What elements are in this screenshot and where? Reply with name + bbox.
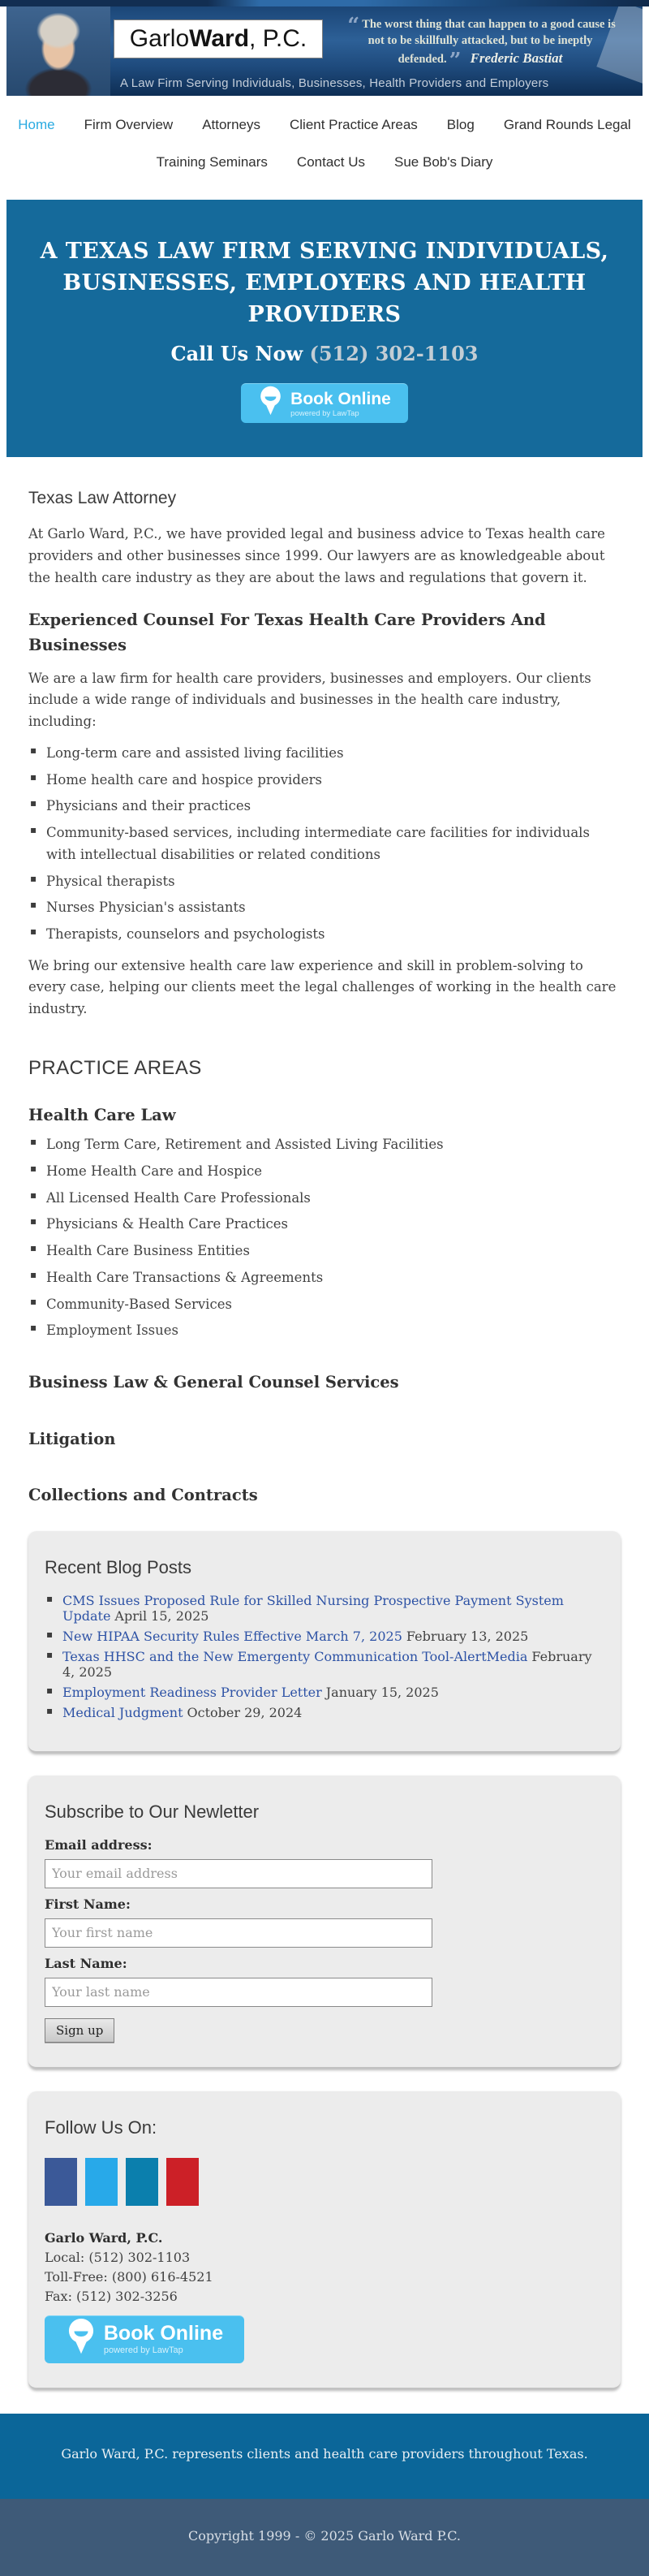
email-label: Email address: bbox=[45, 1836, 153, 1853]
email-field-group bbox=[45, 1837, 604, 1888]
banner-quote bbox=[337, 14, 623, 73]
quote-author: Frederic Bastiat bbox=[470, 50, 563, 66]
book-online-button-footer[interactable] bbox=[45, 2315, 244, 2363]
experience-paragraph: We bring our extensive health care law experience and skill in problem-solving to every case, helping our clients meet the legal challenges of working in the health care industry. bbox=[28, 957, 617, 1017]
litigation-heading: Litigation bbox=[28, 1429, 116, 1448]
book-online-text bbox=[104, 2324, 223, 2355]
close-quote-icon: ” bbox=[449, 49, 462, 73]
first-name-label: First Name: bbox=[45, 1896, 131, 1912]
blog-post-link[interactable]: Texas HHSC and the New Emergenty Communication Tool-AlertMedia bbox=[62, 1648, 528, 1664]
nav-item-contact-us[interactable]: Contact Us bbox=[296, 154, 366, 170]
blog-post-date: April 15, 2025 bbox=[114, 1607, 209, 1624]
hero-banner bbox=[6, 200, 643, 457]
list-item: ▪ Health Care Transactions & Agreements bbox=[28, 1267, 621, 1289]
intro-paragraph: At Garlo Ward, P.C., we have provided legal and business advice to Texas health care providers and other businesses since 1999. Our lawyers are as knowledgeable about the health care industry as they are about the laws and regulations that govern it. bbox=[28, 526, 605, 585]
list-item: ▪ Health Care Business Entities bbox=[28, 1241, 621, 1262]
youtube-icon[interactable] bbox=[166, 2158, 199, 2206]
book-online-label: Book Online bbox=[290, 389, 391, 408]
blog-post-item bbox=[45, 1685, 604, 1700]
hero-heading: A TEXAS LAW FIRM SERVING INDIVIDUALS, BUSINESSES, EMPLOYERS AND HEALTH PROVIDERS bbox=[40, 239, 609, 328]
header-banner bbox=[6, 6, 643, 96]
clients-paragraph: We are a law firm for health care providers, businesses and employers. Our clients include a wide range of individuals and businesses in the health care industry, including: bbox=[28, 670, 591, 730]
open-quote-icon: “ bbox=[347, 14, 360, 38]
list-item: ▪ Home Health Care and Hospice bbox=[28, 1161, 621, 1183]
contact-fax: Fax: (512) 302-3256 bbox=[45, 2288, 178, 2304]
attorney-photo bbox=[6, 6, 110, 96]
page-title: Texas Law Attorney bbox=[28, 489, 177, 508]
lawtap-balloon-icon bbox=[258, 386, 283, 421]
list-item: ▪ Physicians and their practices bbox=[28, 796, 621, 818]
practice-areas-heading: PRACTICE AREAS bbox=[28, 1056, 202, 1079]
powered-by-lawtap: powered by LawTap bbox=[290, 408, 359, 418]
list-item: ▪ Community-Based Services bbox=[28, 1294, 621, 1316]
clients-list bbox=[28, 743, 621, 946]
list-item: ▪ Physicians & Health Care Practices bbox=[28, 1214, 621, 1236]
experienced-counsel-heading: Experienced Counsel For Texas Health Care Providers And Businesses bbox=[28, 610, 546, 655]
blog-post-link[interactable]: Employment Readiness Provider Letter bbox=[62, 1684, 322, 1700]
contact-firm-name: Garlo Ward, P.C. bbox=[45, 2229, 163, 2246]
footer-copyright-bar bbox=[0, 2499, 649, 2576]
nav-row-1 bbox=[0, 117, 649, 133]
nav-item-grand-rounds-legal[interactable]: Grand Rounds Legal bbox=[503, 117, 631, 132]
firm-logo[interactable] bbox=[114, 19, 323, 58]
blog-panel-title: Recent Blog Posts bbox=[45, 1556, 191, 1577]
email-field[interactable] bbox=[45, 1859, 432, 1888]
newsletter-panel bbox=[28, 1776, 621, 2069]
business-law-heading: Business Law & General Counsel Services bbox=[28, 1373, 399, 1392]
follow-us-title: Follow Us On: bbox=[45, 2116, 157, 2138]
first-name-field[interactable] bbox=[45, 1918, 432, 1948]
copyright-text: Copyright 1999 - © 2025 Garlo Ward P.C. bbox=[188, 2527, 461, 2544]
quote-text: The worst thing that can happen to a good cause is not to be skillfully attacked, but to be ineptly defended. bbox=[362, 18, 616, 66]
call-us-line bbox=[31, 342, 618, 365]
contact-local-phone: Local: (512) 302-1103 bbox=[45, 2249, 191, 2265]
nav-item-client-practice-areas[interactable]: Client Practice Areas bbox=[290, 117, 418, 132]
list-item: ▪ All Licensed Health Care Professionals bbox=[28, 1188, 621, 1210]
book-online-label: Book Online bbox=[103, 2322, 224, 2345]
footer-statement: Garlo Ward, P.C. represents clients and health care providers throughout Texas. bbox=[61, 2445, 588, 2462]
lawtap-balloon-icon bbox=[66, 2318, 97, 2361]
nav-item-sue-bobs-diary[interactable]: Sue Bob's Diary bbox=[394, 154, 493, 170]
list-item: ▪ Therapists, counselors and psychologists bbox=[28, 924, 621, 946]
twitter-icon[interactable] bbox=[85, 2158, 118, 2206]
blog-post-link[interactable]: CMS Issues Proposed Rule for Skilled Nursing Prospective Payment System Update bbox=[62, 1592, 564, 1624]
blog-post-date: October 29, 2024 bbox=[187, 1704, 303, 1720]
health-care-law-heading: Health Care Law bbox=[28, 1105, 176, 1124]
newsletter-form bbox=[45, 1837, 604, 2043]
nav-item-home[interactable]: Home bbox=[18, 117, 55, 132]
list-item: ▪ Long Term Care, Retirement and Assisted Living Facilities bbox=[28, 1134, 621, 1156]
sign-up-button[interactable]: Sign up bbox=[45, 2018, 114, 2043]
footer-statement-bar bbox=[0, 2414, 649, 2499]
call-us-label: Call Us Now bbox=[170, 342, 303, 366]
linkedin-icon[interactable] bbox=[126, 2158, 158, 2206]
nav-item-blog[interactable]: Blog bbox=[446, 117, 475, 132]
nav-item-training-seminars[interactable]: Training Seminars bbox=[156, 154, 268, 170]
last-name-label: Last Name: bbox=[45, 1955, 127, 1971]
list-item: ▪ Home health care and hospice providers bbox=[28, 770, 621, 792]
logo-text: GarloWard, P.C. bbox=[129, 25, 307, 52]
facebook-icon[interactable] bbox=[45, 2158, 77, 2206]
list-item: ▪ Employment Issues bbox=[28, 1320, 621, 1342]
book-online-button[interactable] bbox=[241, 383, 408, 423]
contact-block bbox=[45, 2230, 604, 2304]
last-name-field[interactable] bbox=[45, 1978, 432, 2007]
blog-post-link[interactable]: New HIPAA Security Rules Effective March 7, 2025 bbox=[62, 1628, 402, 1644]
blog-post-item bbox=[45, 1593, 604, 1624]
blog-post-item bbox=[45, 1629, 604, 1644]
newsletter-title: Subscribe to Our Newletter bbox=[45, 1801, 260, 1822]
contact-tollfree-phone: Toll-Free: (800) 616-4521 bbox=[45, 2268, 213, 2285]
hero-phone-link[interactable]: (512) 302-1103 bbox=[309, 342, 479, 366]
follow-us-panel bbox=[28, 2091, 621, 2389]
blog-post-date: January 15, 2025 bbox=[325, 1684, 439, 1700]
firm-tagline: A Law Firm Serving Individuals, Businesses, Health Providers and Employers bbox=[120, 76, 549, 90]
blog-post-link[interactable]: Medical Judgment bbox=[62, 1704, 183, 1720]
first-name-field-group bbox=[45, 1896, 604, 1948]
blog-posts-list bbox=[45, 1593, 604, 1720]
practice-areas-list bbox=[28, 1134, 621, 1342]
blog-post-item bbox=[45, 1705, 604, 1720]
list-item: ▪ Long-term care and assisted living facilities bbox=[28, 743, 621, 765]
blog-post-date: February 4, 2025 bbox=[62, 1648, 592, 1680]
blog-post-date: February 13, 2025 bbox=[406, 1628, 529, 1644]
list-item: ▪ Physical therapists bbox=[28, 871, 621, 893]
main-content bbox=[28, 485, 621, 1508]
main-nav bbox=[0, 96, 649, 200]
nav-row-2 bbox=[0, 154, 649, 170]
top-strip bbox=[0, 0, 649, 6]
powered-by-lawtap: powered by LawTap bbox=[103, 2345, 183, 2356]
social-icons-row bbox=[45, 2158, 604, 2206]
book-online-text bbox=[290, 390, 391, 418]
nav-item-firm-overview[interactable]: Firm Overview bbox=[84, 117, 174, 132]
recent-blog-posts-panel bbox=[28, 1531, 621, 1753]
last-name-field-group bbox=[45, 1956, 604, 2007]
collections-heading: Collections and Contracts bbox=[28, 1486, 258, 1505]
blog-post-item bbox=[45, 1649, 604, 1680]
nav-item-attorneys[interactable]: Attorneys bbox=[202, 117, 260, 132]
list-item: ▪ Community-based services, including intermediate care facilities for individuals with intellectual disabilities or related conditions bbox=[28, 822, 621, 865]
list-item: ▪ Nurses Physician's assistants bbox=[28, 897, 621, 919]
